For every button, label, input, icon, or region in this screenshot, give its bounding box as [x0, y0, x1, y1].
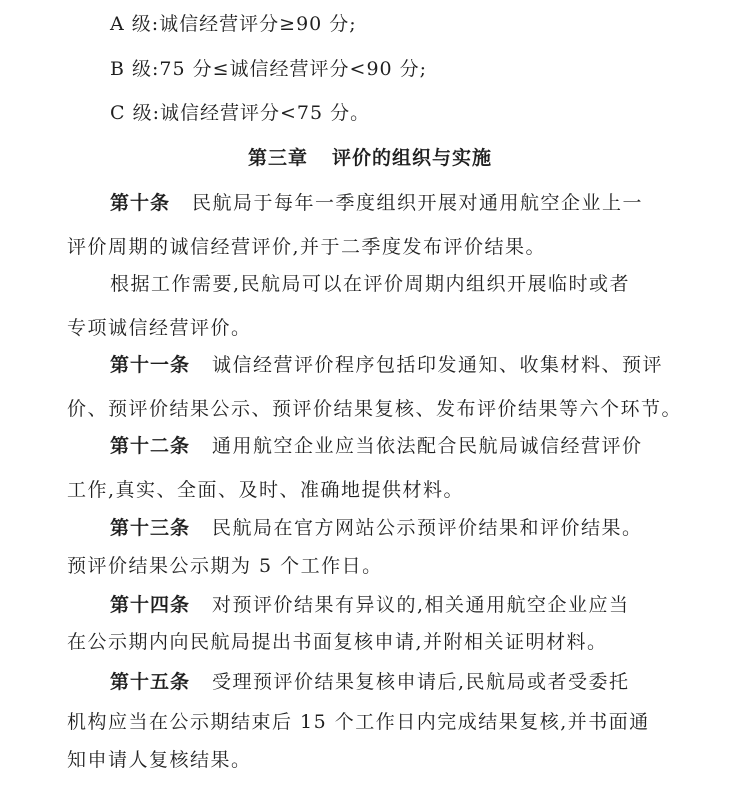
grade-a-line: A 级:诚信经营评分≥90 分;	[110, 13, 357, 35]
article-13-text-1: 民航局在官方网站公示预评价结果和评价结果。	[212, 517, 643, 539]
extra-paragraph-text-2: 专项诚信经营评价。	[67, 317, 252, 339]
article-10-label: 第十条	[110, 192, 171, 214]
article-13-text-2: 预评价结果公示期为 5 个工作日。	[67, 555, 383, 577]
article-10-text-2: 评价周期的诚信经营评价,并于二季度发布评价结果。	[67, 236, 547, 258]
article-12-label: 第十二条	[110, 435, 191, 457]
grade-b-line: B 级:75 分≤诚信经营评分<90 分;	[110, 58, 428, 80]
article-10-text-1: 民航局于每年一季度组织开展对通用航空企业上一	[192, 192, 644, 214]
chapter-heading	[0, 146, 740, 170]
chapter-number: 第三章	[247, 147, 308, 169]
article-11-text-1: 诚信经营评价程序包括印发通知、收集材料、预评	[212, 354, 664, 376]
article-13-line-1	[110, 516, 643, 540]
extra-paragraph-line-2	[67, 316, 252, 340]
article-12-line-1	[110, 434, 643, 458]
article-15-line-1	[110, 670, 630, 694]
article-14-text-1: 对预评价结果有异议的,相关通用航空企业应当	[212, 594, 630, 616]
article-15-text-1: 受理预评价结果复核申请后,民航局或者受委托	[212, 671, 630, 693]
article-11-text-2: 价、预评价结果公示、预评价结果复核、发布评价结果等六个环节。	[67, 398, 683, 420]
article-15-line-2	[67, 710, 650, 734]
article-12-text-1: 通用航空企业应当依法配合民航局诚信经营评价	[212, 435, 643, 457]
article-12-line-2	[67, 478, 464, 502]
article-11-label: 第十一条	[110, 354, 191, 376]
article-10-line-2	[67, 235, 546, 259]
article-15-line-3	[67, 748, 252, 772]
article-15-text-3: 知申请人复核结果。	[67, 749, 252, 771]
article-13-label: 第十三条	[110, 517, 191, 539]
article-11-line-2	[67, 397, 682, 421]
article-12-text-2: 工作,真实、全面、及时、准确地提供材料。	[67, 479, 465, 501]
article-13-line-2	[67, 554, 383, 578]
article-14-line-2	[67, 630, 608, 654]
article-15-text-2: 机构应当在公示期结束后 15 个工作日内完成结果复核,并书面通	[67, 711, 650, 733]
article-14-line-1	[110, 593, 630, 617]
grade-c-line: C 级:诚信经营评分<75 分。	[110, 102, 371, 124]
article-11-line-1	[110, 353, 663, 377]
extra-paragraph-line-1	[110, 272, 630, 296]
article-15-label: 第十五条	[110, 671, 191, 693]
article-10-line-1	[110, 191, 643, 215]
article-14-text-2: 在公示期内向民航局提出书面复核申请,并附相关证明材料。	[67, 631, 608, 653]
extra-paragraph-text-1: 根据工作需要,民航局可以在评价周期内组织开展临时或者	[110, 273, 631, 295]
article-14-label: 第十四条	[110, 594, 191, 616]
chapter-title: 评价的组织与实施	[332, 147, 493, 169]
